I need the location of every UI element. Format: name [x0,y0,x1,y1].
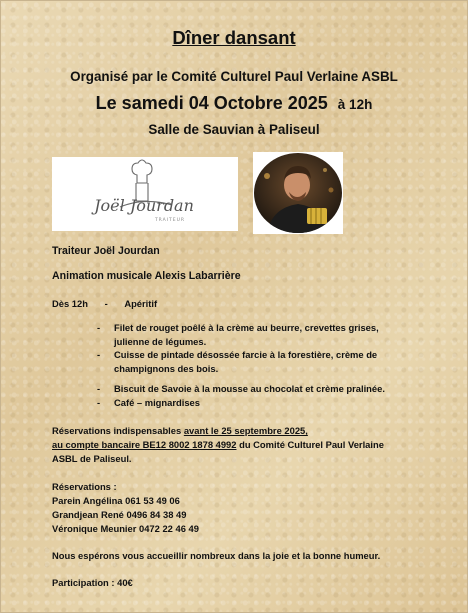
musician-photo-graphic [253,152,343,234]
caterer-logo [52,157,238,231]
caterer-logo-graphic [52,157,238,231]
menu-bullet: - [97,397,101,408]
menu-bullet: - [97,349,101,360]
menu-item-line: Café – mignardises [114,397,200,408]
music-line: Animation musicale Alexis Labarrière [52,270,241,282]
organizer-line: Organisé par le Comité Culturel Paul Verlaine ASBL [70,69,398,84]
menu-item-line: champignons des bois. [114,362,219,374]
menu-item [1,348,468,382]
reservation-notice-line2 [52,438,384,452]
musician-photo [253,152,343,234]
schedule-line [52,297,157,311]
menu-item-line: Filet de rouget poêlé à la crème au beurre, crevettes grises, [114,322,379,333]
menu-item-line: Cuisse de pintade désossée farcie à la forestière, crème de [114,349,378,360]
reservation-notice-text: Réservations indispensables [52,425,184,436]
logo-name: Joël Jourdan [94,196,194,215]
reservation-notice-line1 [52,424,308,438]
menu-item-line: Biscuit de Savoie à la mousse au chocolat et crème pralinée. [114,383,385,394]
event-title: Dîner dansant [172,27,296,48]
event-date: Le samedi 04 Octobre 2025 [95,93,328,113]
participation-price: Participation : 40€ [52,577,133,588]
menu-list [1,321,468,410]
closing-line: Nous espérons vous accueillir nombreux dans la joie et la bonne humeur. [52,550,381,561]
menu-item [1,382,468,396]
logo-subtext: TRAITEUR [154,218,186,223]
schedule-time: Dès 12h [52,298,88,309]
venue-line: Salle de Sauvian à Paliseul [148,122,320,137]
reservation-deadline: avant le 25 septembre 2025, [183,425,308,436]
menu-item [1,321,468,348]
contact-line: Grandjean René 0496 84 38 49 [52,509,187,520]
menu-bullet: - [97,383,101,394]
contacts-title: Réservations : [52,481,117,492]
schedule-dash: - [104,298,108,309]
menu-bullet: - [97,322,101,333]
menu-item-line: julienne de légumes. [114,335,207,347]
bank-account: au compte bancaire BE12 8002 1878 4992 [52,439,237,450]
contact-line: Véronique Meunier 0472 22 46 49 [52,523,199,534]
caterer-line: Traiteur Joël Jourdan [52,245,160,257]
reservation-notice-line3: ASBL de Paliseul. [52,453,132,464]
menu-item [1,396,468,410]
event-time: à 12h [337,97,373,112]
date-line [1,93,467,114]
contact-line: Parein Angélina 061 53 49 06 [52,495,180,506]
reservation-notice-text: du Comité Culturel Paul Verlaine [236,439,384,450]
schedule-item: Apéritif [124,298,158,309]
